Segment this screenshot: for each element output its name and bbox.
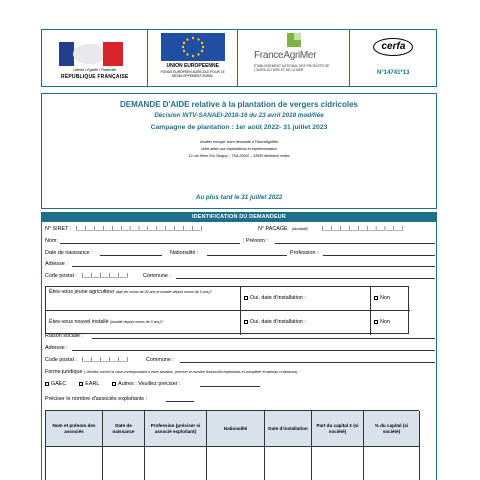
deadline: Au plus tard le 31 juillet 2022 xyxy=(195,194,283,201)
siret-label: N° SIRET : xyxy=(45,226,72,232)
decision-reference: Décision INTV-SANAEI-2018-16 du 23 avril 2018 modifiée xyxy=(154,112,324,119)
nationalite-field[interactable] xyxy=(207,255,287,256)
q1-oui-label: Oui, date d'installation : xyxy=(250,295,306,301)
table-cell[interactable] xyxy=(46,447,103,480)
eu-subtitle: FONDS EUROPEEN AGRICOLE POUR LE DEVELOPPEMENT RURAL xyxy=(160,70,225,78)
send-line-3: 12 rue Henri Rol-Tanguy – TSA 20002 – 93555 Montreuil cedex xyxy=(188,154,290,158)
col-header-naissance: Date de naissance xyxy=(103,411,145,447)
form-title: DEMANDE D'AIDE relative à la plantation de vergers cidricoles xyxy=(120,100,358,109)
prenom-label: ; Prénom : xyxy=(243,238,268,244)
col-header-pct-capital: % du capital (si société) xyxy=(364,411,420,447)
q2-note: (installé depuis moins de 5 ans)? xyxy=(110,320,163,324)
autres-label: Autres : Veuillez préciser : xyxy=(118,381,181,387)
table-cell[interactable] xyxy=(207,447,265,480)
nb-associes-field[interactable] xyxy=(166,401,194,402)
earl-checkbox[interactable] xyxy=(79,382,83,386)
franceagrimer-name: FranceAgriMer xyxy=(254,50,317,61)
q1-oui-checkbox[interactable] xyxy=(244,296,248,300)
send-line-2: Unité aides aux exploitations et expérimentation xyxy=(200,147,278,151)
forme-juridique-label: Forme juridique xyxy=(45,369,83,375)
commune-label: Commune : xyxy=(143,273,171,279)
autres-checkbox[interactable] xyxy=(112,382,116,386)
col-header-profession: Profession (préciser si associé exploitant) xyxy=(145,411,207,447)
cerfa-number: N°14741*13 xyxy=(377,70,410,76)
company-adresse-label: Adresse : xyxy=(45,345,68,351)
pacage-label: N° PACAGE xyxy=(258,226,288,232)
q2-non-checkbox[interactable] xyxy=(374,320,378,324)
rf-motto: Liberté • Égalité • Fraternité xyxy=(73,68,117,72)
cerfa-block xyxy=(350,30,436,86)
profession-label: Profession : xyxy=(290,250,319,256)
eu-title: UNION EUROPEENNE xyxy=(166,63,219,69)
q2-non-label: Non xyxy=(380,319,390,325)
marianne-icon xyxy=(59,42,123,66)
pacage-input[interactable]: |__|__|__|__|__|__|__|__|__| xyxy=(322,226,404,232)
q1-label: Êtes-vous jeune agriculteur xyxy=(49,289,115,295)
col-header-nom: Nom et prénom des associés xyxy=(46,411,103,447)
pacage-note: (facultatif) xyxy=(292,227,308,231)
q2-oui-option[interactable] xyxy=(241,311,371,335)
associates-table xyxy=(45,410,419,480)
nb-associes-label: Préciser le nombre d'associés exploitants : xyxy=(45,396,148,402)
campagne-dates: Campagne de plantation : 1er août 2022- 31 juillet 2023 xyxy=(150,124,328,131)
company-commune-field[interactable] xyxy=(180,362,435,363)
q1-non-checkbox[interactable] xyxy=(374,296,378,300)
table-cell[interactable] xyxy=(312,447,364,480)
franceagrimer-subtitle: ÉTABLISSEMENT NATIONAL DES PRODUITS DE L'AGRICULTURE ET DE LA MER xyxy=(254,64,330,72)
table-cell[interactable] xyxy=(364,447,420,480)
q2-non-option[interactable] xyxy=(371,311,410,335)
franceagrimer-logo xyxy=(238,30,350,86)
jeune-agriculteur-question xyxy=(46,287,241,311)
table-cell[interactable] xyxy=(265,447,312,480)
q1-non-label: Non xyxy=(380,295,390,301)
commune-field[interactable] xyxy=(176,278,435,279)
q2-label: Êtes-vous nouvel installé xyxy=(49,319,109,325)
raison-sociale-field[interactable] xyxy=(92,338,435,339)
title-block xyxy=(41,93,437,209)
prenom-field[interactable] xyxy=(275,243,435,244)
company-cp-input[interactable]: |__|__|__|__|__| xyxy=(82,357,129,363)
gaec-label: GAEC xyxy=(51,381,67,387)
table-cell[interactable] xyxy=(145,447,207,480)
nom-label: Nom: xyxy=(45,238,58,244)
republique-francaise-logo xyxy=(42,30,148,86)
send-line-1: Veuillez envoyer votre demande à FranceAgriMer xyxy=(199,140,279,144)
col-header-part-capital: Part du capital € (si société) xyxy=(312,411,364,447)
naissance-field[interactable] xyxy=(100,255,162,256)
eu-flag-icon xyxy=(161,33,225,61)
raison-sociale-label: Raison sociale : xyxy=(45,333,84,339)
company-adresse-field[interactable] xyxy=(72,350,435,351)
forme-juridique-note: ( Veuillez cocher la case correspondant à votre situation, préciser le nombre d'associés exploitants et compléter le tableau ci-dessous) : xyxy=(83,370,300,374)
earl-label: EARL xyxy=(85,381,100,387)
adresse-label: Adresse : xyxy=(45,261,68,267)
naissance-label: Date de naissance : xyxy=(45,250,93,256)
cp-label: Code postal : xyxy=(45,273,77,279)
nationalite-label: Nationalité : xyxy=(170,250,199,256)
adresse-field[interactable] xyxy=(72,266,435,267)
farmer-status-table xyxy=(45,286,409,334)
forme-juridique xyxy=(45,369,299,375)
table-cell[interactable] xyxy=(103,447,145,480)
q1-oui-option[interactable] xyxy=(241,287,371,311)
section-heading: IDENTIFICATION DU DEMANDEUR xyxy=(42,213,436,222)
union-europeenne-logo xyxy=(148,30,238,86)
profession-field[interactable] xyxy=(323,255,435,256)
company-commune-label: Commune : xyxy=(146,357,174,363)
col-header-installation: Date d'installation xyxy=(265,411,312,447)
cerfa-logo: cerfa xyxy=(373,38,413,56)
q1-non-option[interactable] xyxy=(371,287,410,311)
cp-input[interactable]: |__|__|__|__|__| xyxy=(82,273,129,279)
forme-options xyxy=(45,381,181,387)
nouvel-installe-question xyxy=(46,311,241,335)
q2-oui-checkbox[interactable] xyxy=(244,320,248,324)
company-cp-label: Code postal : xyxy=(45,357,77,363)
gaec-checkbox[interactable] xyxy=(45,382,49,386)
autres-field[interactable] xyxy=(200,386,260,387)
nom-field[interactable] xyxy=(60,243,240,244)
q2-oui-label: Oui, date d'installation : xyxy=(250,319,306,325)
col-header-nationalite: Nationalité xyxy=(207,411,265,447)
header-logos xyxy=(41,29,437,87)
q1-note: (âgé de moins de 40 ans et installé depuis moins de 5 ans)? xyxy=(115,290,212,294)
siret-input[interactable]: |__|__|__|__|__|__|__|__|__|__|__|__|__|__| xyxy=(76,226,203,232)
rf-name: RÉPUBLIQUE FRANÇAISE xyxy=(61,74,129,80)
